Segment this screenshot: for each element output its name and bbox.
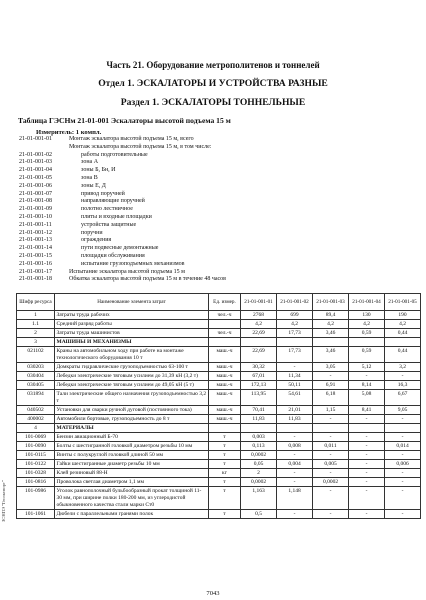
code-line	[19, 237, 419, 245]
code-number: 21-01-001-18	[19, 276, 52, 283]
cell-unit: т	[209, 433, 241, 442]
cell-value: 0,44	[385, 347, 421, 363]
cell-value: 2768	[241, 311, 277, 320]
cell-value: -	[349, 478, 385, 487]
header-unit: Ед. измер.	[209, 294, 241, 311]
cell-code: 2	[17, 329, 55, 338]
cell-value: -	[349, 460, 385, 469]
cell-code: 030203	[17, 363, 55, 372]
cell-value: 22,69	[241, 347, 277, 363]
code-line	[19, 136, 419, 144]
cell-value: 4,2	[277, 320, 313, 329]
cell-unit	[209, 338, 241, 347]
cell-value: 11,83	[277, 415, 313, 424]
code-line	[19, 276, 419, 284]
cell-name: Средний разряд работы	[55, 320, 209, 329]
cell-value: -	[277, 433, 313, 442]
cell-value: -	[349, 469, 385, 478]
cell-unit: т	[209, 460, 241, 469]
part-heading: Часть 21. Оборудование метрополитенов и тоннелей	[106, 60, 320, 70]
cell-name: Болты с шестигранной головкой диаметром резьбы 10 мм	[55, 442, 209, 451]
cell-value: 6,18	[313, 390, 349, 406]
cell-unit: маш.-ч	[209, 347, 241, 363]
cell-value: 6,91	[313, 381, 349, 390]
cell-value: 1,163	[241, 487, 277, 510]
cell-value: 0,05	[241, 460, 277, 469]
table-row	[17, 329, 421, 338]
cell-unit: маш.-ч	[209, 415, 241, 424]
code-description: полотно лестничное	[81, 206, 133, 213]
cell-value: -	[385, 510, 421, 519]
cell-value: 1,15	[313, 406, 349, 415]
cell-value: -	[385, 469, 421, 478]
cell-value: 0,014	[385, 442, 421, 451]
table-header-row	[17, 294, 421, 311]
code-line	[19, 198, 419, 206]
side-note: ЗСНПЭ "Геоэкспорт"	[1, 480, 6, 522]
cell-value: -	[313, 372, 349, 381]
cell-value	[313, 424, 349, 433]
code-number: 21-01-001-04	[19, 167, 52, 174]
cell-name: Бензин авиационный Б-70	[55, 433, 209, 442]
table-row	[17, 442, 421, 451]
cell-value: -	[385, 478, 421, 487]
table-row	[17, 320, 421, 329]
cell-value: 4,2	[385, 320, 421, 329]
code-description: плиты и входные площадки	[81, 213, 152, 220]
table-row	[17, 390, 421, 406]
cell-value: -	[277, 510, 313, 519]
table-row	[17, 406, 421, 415]
cell-unit	[209, 320, 241, 329]
table-row	[17, 311, 421, 320]
table-row	[17, 451, 421, 460]
table-title: Таблица ГЭСНм 21-01-001 Эскалаторы высотой подъема 15 м	[18, 116, 231, 125]
cell-unit: т	[209, 487, 241, 510]
cell-name: МАШИНЫ И МЕХАНИЗМЫ	[55, 338, 209, 347]
code-line	[19, 183, 419, 191]
cell-value: -	[313, 510, 349, 519]
code-number: 21-01-001-17	[19, 268, 52, 275]
cell-value: 4,2	[349, 320, 385, 329]
cell-value: 0,003	[241, 433, 277, 442]
code-line	[19, 144, 419, 152]
cell-value: 67,01	[241, 372, 277, 381]
cell-value: -	[385, 415, 421, 424]
cell-value: -	[349, 451, 385, 460]
section-heading: Отдел 1. ЭСКАЛАТОРЫ И УСТРОЙСТВА РАЗНЫЕ	[98, 78, 328, 89]
code-line	[19, 152, 419, 160]
table-row	[17, 510, 421, 519]
cell-value: 0,008	[277, 442, 313, 451]
code-number: 21-01-001-15	[19, 252, 52, 259]
cell-code: 101-0115	[17, 451, 55, 460]
code-line	[19, 214, 419, 222]
code-description: работы подготовительные	[81, 151, 148, 158]
code-line	[19, 245, 419, 253]
code-number: 21-01-001-07	[19, 190, 52, 197]
code-number: 21-01-001-01	[19, 136, 52, 142]
cell-value: 6,67	[385, 390, 421, 406]
cell-value: -	[349, 372, 385, 381]
code-description: пути подвесные демонтажные	[81, 245, 159, 252]
cell-value	[385, 338, 421, 347]
table-row	[17, 460, 421, 469]
cell-code: 030405	[17, 381, 55, 390]
cell-name: Винты с полукруглой головкой длиной 50 мм	[55, 451, 209, 460]
code-description: Монтаж эскалатора высотой подъема 15 м, в том числе:	[69, 143, 212, 150]
cell-value	[313, 338, 349, 347]
code-line	[19, 253, 419, 261]
cell-value: 3,05	[313, 363, 349, 372]
cell-value: -	[313, 415, 349, 424]
cell-name: Лебедки электрические тяговым усилием до 49,05 кН (5 т)	[55, 381, 209, 390]
cell-value: 17,73	[277, 329, 313, 338]
code-description: Испытание эскалатора высотой подъема 15 м	[69, 268, 185, 275]
cell-value	[349, 424, 385, 433]
cell-code: 101-0328	[17, 469, 55, 478]
cell-value: 4,2	[241, 320, 277, 329]
code-number: 21-01-001-12	[19, 229, 52, 236]
cell-code: 021102	[17, 347, 55, 363]
code-number: 21-01-001-03	[19, 159, 52, 166]
cell-name: Домкраты гидравлические грузоподъемностью 63-100 т	[55, 363, 209, 372]
code-description: Обкатка эскалатора высотой подъема 15 м в течение 48 часов	[69, 276, 226, 283]
cell-name: Проволока светлая диаметром 1,1 мм	[55, 478, 209, 487]
code-line	[19, 167, 419, 175]
cell-value: 11,34	[277, 372, 313, 381]
code-description: зона А	[81, 159, 99, 166]
cell-unit: маш.-ч	[209, 406, 241, 415]
cell-value	[385, 424, 421, 433]
code-number: 21-01-001-14	[19, 245, 52, 252]
cell-value: 0,5	[241, 510, 277, 519]
cell-unit: маш.-ч	[209, 372, 241, 381]
cell-value	[349, 338, 385, 347]
table-row	[17, 487, 421, 510]
cell-code: 031894	[17, 390, 55, 406]
cell-value: 54,61	[277, 390, 313, 406]
cell-name: Клей резиновый 88-Н	[55, 469, 209, 478]
code-description: направляющие поручней	[81, 198, 145, 205]
cell-code: 101-0986	[17, 487, 55, 510]
cell-code: 3	[17, 338, 55, 347]
table-row	[17, 363, 421, 372]
code-description: площадки обслуживания	[81, 252, 145, 259]
cell-value: 0,006	[385, 460, 421, 469]
code-description: ограждения	[81, 237, 112, 244]
cell-code: 101-0090	[17, 442, 55, 451]
cell-code: 1.1	[17, 320, 55, 329]
header-col: 21-01-001-05	[385, 294, 421, 311]
cell-value: 0,59	[349, 329, 385, 338]
cell-value: 17,73	[277, 347, 313, 363]
cell-value: 0,44	[385, 329, 421, 338]
cell-name: Затраты труда машинистов	[55, 329, 209, 338]
cell-name: Гайки шестигранные диаметр резьбы 10 мм	[55, 460, 209, 469]
cell-value: -	[349, 510, 385, 519]
cell-name: Автомобили бортовые, грузоподъемность до 8 т	[55, 415, 209, 424]
cell-value: 3,2	[385, 363, 421, 372]
header-code: Шифр ресурса	[17, 294, 55, 311]
cell-unit: т	[209, 451, 241, 460]
cell-unit: маш.-ч	[209, 363, 241, 372]
table-row	[17, 478, 421, 487]
cell-value: -	[349, 415, 385, 424]
cell-value: 89,4	[313, 311, 349, 320]
cell-value: -	[385, 451, 421, 460]
cell-value: 0,59	[349, 347, 385, 363]
cell-value	[277, 338, 313, 347]
code-number: 21-01-001-10	[19, 213, 52, 220]
header-col: 21-01-001-04	[349, 294, 385, 311]
cell-value: 5,08	[349, 390, 385, 406]
cell-value: 0,004	[277, 460, 313, 469]
cell-name: Лебедки электрические тяговым усилием до 31,39 кН (3,2 т)	[55, 372, 209, 381]
cell-value: 30,32	[241, 363, 277, 372]
subsection-heading: Раздел 1. ЭСКАЛАТОРЫ ТОННЕЛЬНЫЕ	[120, 97, 306, 108]
cell-value: 22,69	[241, 329, 277, 338]
cell-value: 0,113	[241, 442, 277, 451]
code-line	[19, 175, 419, 183]
cell-value: 5,12	[349, 363, 385, 372]
code-number: 21-01-001-02	[19, 151, 52, 158]
cell-name: Уголок равнополочный бульбообразный прокат толщиной 11-30 мм, при ширине полки 180-200 мм, из углеродистой обыкновенного качества стали марки Ст0	[55, 487, 209, 510]
cell-value: -	[349, 487, 385, 510]
header-col: 21-01-001-01	[241, 294, 277, 311]
cell-value: -	[313, 487, 349, 510]
cell-name: Установки для сварки ручной дуговой (постоянного тока)	[55, 406, 209, 415]
cell-value: 0,011	[313, 442, 349, 451]
cell-name: Тали электрические общего назначения грузоподъемностью 3,2 т	[55, 390, 209, 406]
cell-unit: маш.-ч	[209, 390, 241, 406]
header-name: Наименование элемента затрат	[55, 294, 209, 311]
cell-value: 16,3	[385, 381, 421, 390]
code-number: 21-01-001-16	[19, 260, 52, 267]
cell-unit: чел.-ч	[209, 329, 241, 338]
cell-name: МАТЕРИАЛЫ	[55, 424, 209, 433]
cell-value	[277, 424, 313, 433]
cell-value: 2	[241, 469, 277, 478]
cell-value: -	[313, 433, 349, 442]
cell-code: 101-0069	[17, 433, 55, 442]
code-number: 21-01-001-11	[19, 221, 52, 228]
table-row	[17, 433, 421, 442]
table-row	[17, 415, 421, 424]
cell-value	[241, 338, 277, 347]
cell-value: 11,83	[241, 415, 277, 424]
resource-table	[16, 293, 421, 519]
cell-unit: т	[209, 442, 241, 451]
cell-value: 9,05	[385, 406, 421, 415]
code-description: привод поручней	[81, 190, 125, 197]
code-list	[19, 136, 419, 284]
cell-value: 0,0002	[313, 478, 349, 487]
cell-value: 4,2	[313, 320, 349, 329]
code-number: 21-01-001-08	[19, 198, 52, 205]
cell-code: 4	[17, 424, 55, 433]
cell-value: 3,46	[313, 347, 349, 363]
cell-code: 400002	[17, 415, 55, 424]
code-line	[19, 206, 419, 214]
cell-value: -	[385, 433, 421, 442]
cell-value: 172,13	[241, 381, 277, 390]
code-line	[19, 222, 419, 230]
cell-value: 0,005	[313, 460, 349, 469]
cell-value: -	[313, 469, 349, 478]
cell-value: 0,0002	[241, 478, 277, 487]
cell-value	[241, 424, 277, 433]
code-number: 21-01-001-09	[19, 206, 52, 213]
cell-unit: кг	[209, 469, 241, 478]
cell-value: -	[277, 478, 313, 487]
cell-unit	[209, 424, 241, 433]
code-description: испытание грузоподъемных механизмов	[81, 260, 185, 267]
code-description: поручни	[81, 229, 103, 236]
table-row	[17, 347, 421, 363]
code-number: 21-01-001-13	[19, 237, 52, 244]
cell-code: 040502	[17, 406, 55, 415]
cell-value: -	[277, 363, 313, 372]
cell-code: 1	[17, 311, 55, 320]
code-line	[19, 191, 419, 199]
cell-code: 101-1061	[17, 510, 55, 519]
cell-value: -	[277, 451, 313, 460]
cell-value: -	[313, 451, 349, 460]
cell-value: 70,41	[241, 406, 277, 415]
cell-value: 699	[277, 311, 313, 320]
table-row	[17, 381, 421, 390]
cell-unit: т	[209, 510, 241, 519]
code-description: зоны Б, Бн, И	[81, 167, 116, 174]
cell-unit: чел.-ч	[209, 311, 241, 320]
code-description: зоны Е, Д	[81, 182, 106, 189]
cell-name: Дюбели с параллельными гранями полок	[55, 510, 209, 519]
code-number: 21-01-001-05	[19, 174, 52, 181]
header-col: 21-01-001-03	[313, 294, 349, 311]
code-description: устройства защитные	[81, 221, 137, 228]
code-line	[19, 230, 419, 238]
cell-unit: т	[209, 478, 241, 487]
cell-value: 130	[349, 311, 385, 320]
header-col: 21-01-001-02	[277, 294, 313, 311]
cell-value: 0,0002	[241, 451, 277, 460]
cell-value: 50,11	[277, 381, 313, 390]
code-description: Монтаж эскалатора высотой подъема 15 м, всего	[69, 136, 194, 142]
cell-value: 3,46	[313, 329, 349, 338]
code-line	[19, 159, 419, 167]
cell-code: 101-0816	[17, 478, 55, 487]
cell-name: Краны на автомобильном ходу при работе на монтаже технологического оборудования 10 т	[55, 347, 209, 363]
cell-code: 101-0122	[17, 460, 55, 469]
cell-name: Затраты труда рабочих	[55, 311, 209, 320]
cell-value: -	[277, 469, 313, 478]
cell-value: 8,14	[349, 381, 385, 390]
code-line	[19, 261, 419, 269]
cell-value: 1,148	[277, 487, 313, 510]
cell-value: -	[385, 487, 421, 510]
cell-code: 030404	[17, 372, 55, 381]
cell-value: -	[385, 372, 421, 381]
cell-value: 8,41	[349, 406, 385, 415]
measure-unit: Измеритель: 1 компл.	[36, 129, 102, 136]
code-description: зона В	[81, 174, 98, 181]
table-row	[17, 424, 421, 433]
code-number: 21-01-001-06	[19, 182, 52, 189]
table-row	[17, 338, 421, 347]
cell-value: -	[349, 433, 385, 442]
cell-unit: маш.-ч	[209, 381, 241, 390]
table-row	[17, 469, 421, 478]
page-number: 7043	[206, 590, 220, 597]
code-number	[19, 144, 69, 152]
table-row	[17, 372, 421, 381]
cell-value: 21,01	[277, 406, 313, 415]
cell-value: -	[349, 442, 385, 451]
cell-value: 113,95	[241, 390, 277, 406]
cell-value: 190	[385, 311, 421, 320]
